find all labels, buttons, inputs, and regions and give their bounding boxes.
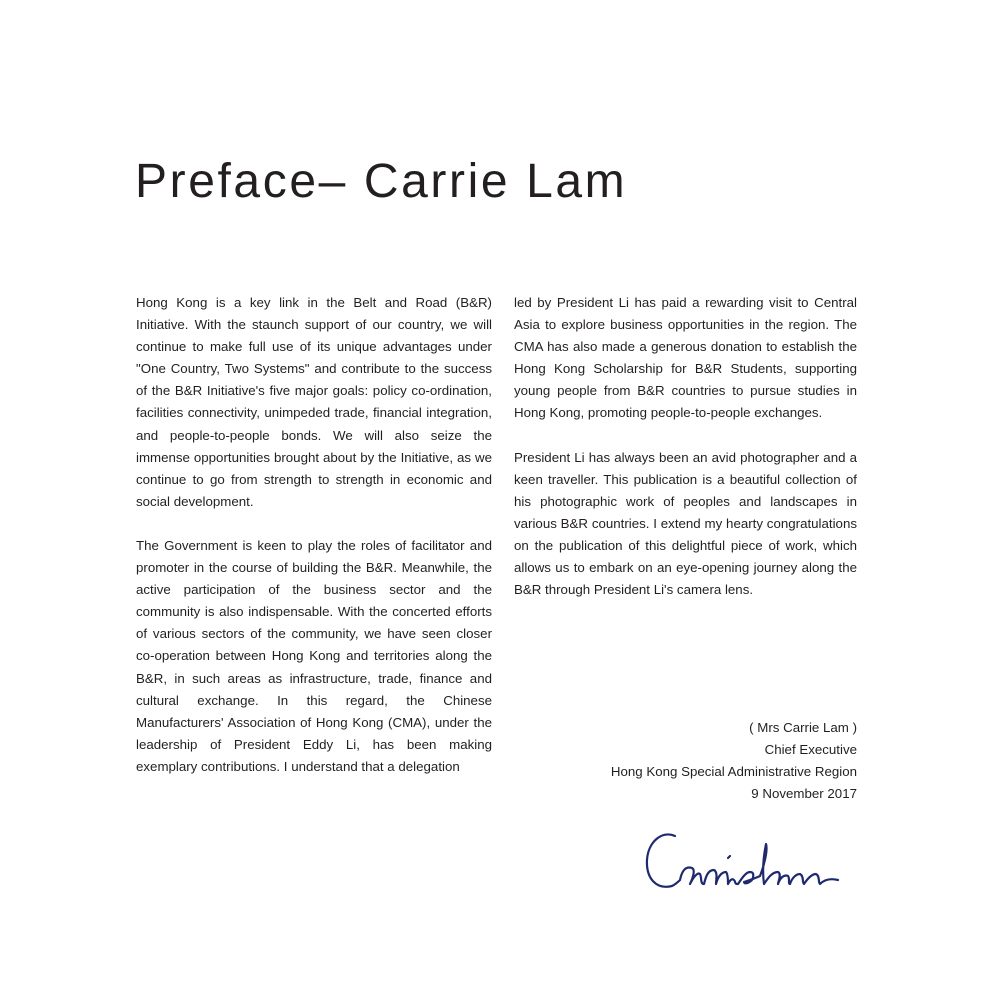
signatory-name: ( Mrs Carrie Lam ) — [749, 720, 857, 735]
right-text-column — [514, 292, 857, 623]
paragraph: led by President Li has paid a rewarding visit to Central Asia to explore business opportunities in the region. The CMA has also made a generous donation to establish the Hong Kong Scholarship for B&R Students, supporting young people from B&R countries to pursue studies in Hong Kong, promoting people-to-people exchanges. — [514, 295, 857, 421]
left-text-column — [136, 292, 492, 800]
paragraph: The Government is keen to play the roles of facilitator and promoter in the course of building the B&R. Meanwhile, the active participation of the business sector and the community is also indispensable. With the concerted efforts of various sectors of the community, we have seen closer co-operation between Hong Kong and territories along the B&R, in such areas as infrastructure, trade, finance and cultural exchange. In this regard, the Chinese Manufacturers' Association of Hong Kong (CMA), under the leadership of President Eddy Li, has been making exemplary contributions. I understand that a delegation — [136, 537, 492, 774]
page-title: Preface– Carrie Lam — [135, 155, 628, 208]
signoff-date: 9 November 2017 — [751, 786, 857, 802]
signoff-block — [611, 717, 857, 805]
paragraph: Hong Kong is a key link in the Belt and Road (B&R) Initiative. With the staunch support of our country, we will continue to make full use of its unique advantages under "One Country, Two Systems" and contribute to the success of the B&R Initiative's five major goals: policy co-ordination, facilities connectivity, unimpeded trade, financial integration, and people-to-people bonds. We will also seize the immense opportunities brought about by the Initiative, as we continue to go from strength to strength in economic and social development. — [136, 295, 492, 509]
paragraph: President Li has always been an avid photographer and a keen traveller. This publication is a beautiful collection of his photographic work of peoples and landscapes in various B&R countries. I extend my hearty congratulations on the publication of this delightful piece of work, which allows us to embark on an eye-opening journey along the B&R through President Li's camera lens. — [514, 449, 857, 598]
signature-icon — [642, 826, 852, 896]
signatory-region: Hong Kong Special Administrative Region — [610, 764, 857, 780]
signatory-position: Chief Executive — [764, 742, 857, 758]
